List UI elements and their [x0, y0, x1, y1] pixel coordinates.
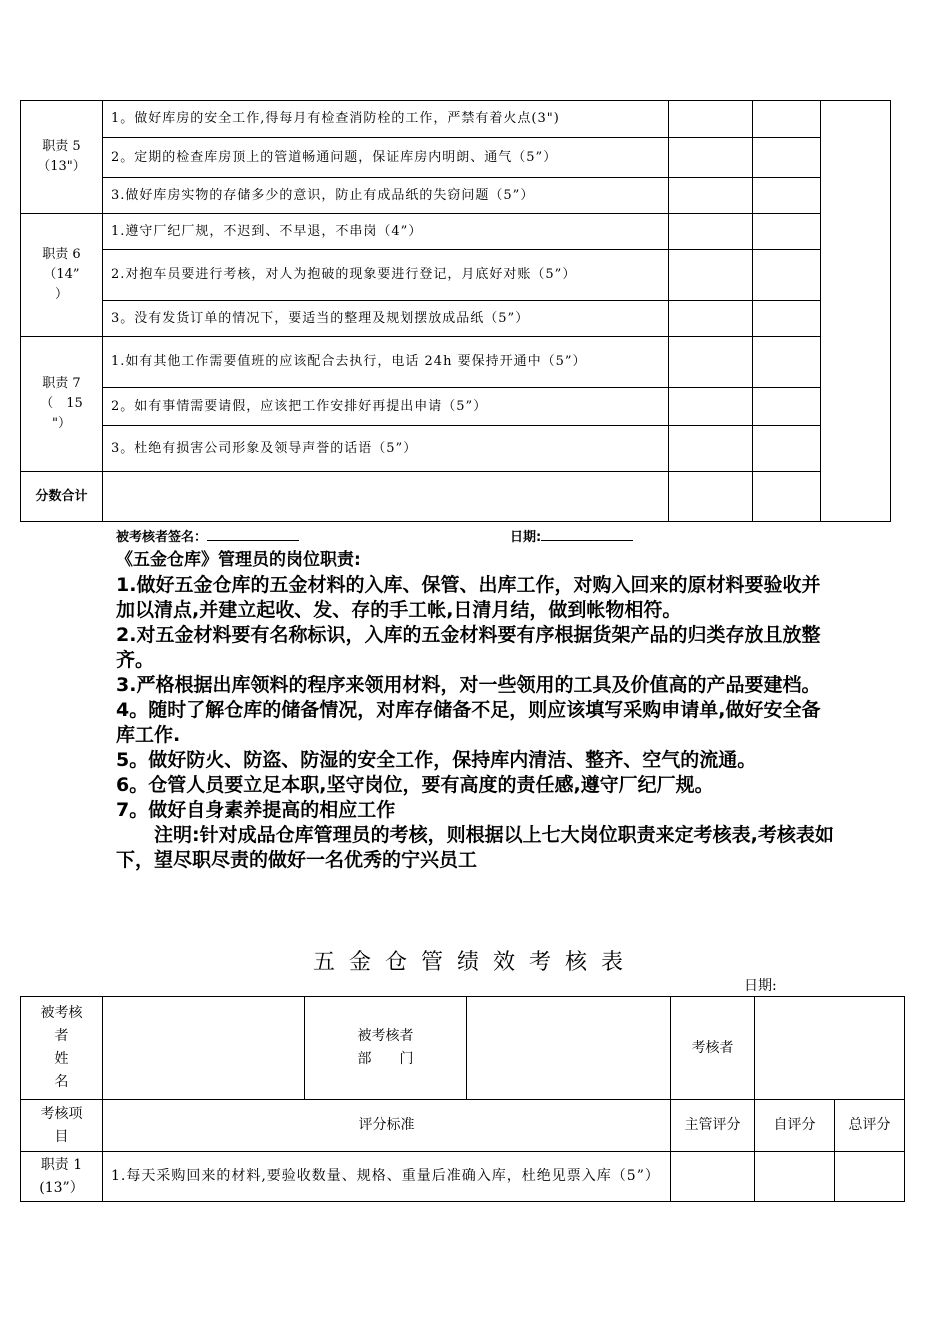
score-cell: [753, 301, 821, 337]
duty-7-item-1: 1.如有其他工作需要值班的应该配合去执行，电话 24h 要保持开通中（5”）: [103, 337, 669, 388]
table-row: [21, 1100, 905, 1152]
duty-item: 3.严格根据出库领料的程序来领用材料，对一些领用的工具及价值高的产品要建档。: [116, 674, 821, 696]
table-row: [21, 997, 905, 1100]
score-cell[interactable]: [835, 1152, 905, 1202]
duties-note: 注明:针对成品仓库管理员的考核，则根据以上七大岗位职责来定考核表,考核表如下，望尽职尽责的做好一名优秀的宁兴员工: [116, 824, 834, 871]
score-cell: [669, 426, 753, 472]
score-cell: [669, 388, 753, 426]
table-row: [21, 1152, 905, 1202]
score-cell: [669, 337, 753, 388]
score-cell: [669, 250, 753, 301]
assessor-label: 考核者: [671, 997, 755, 1100]
score-cell[interactable]: [755, 1152, 835, 1202]
score-total-label: 分数合计: [21, 472, 103, 522]
score-cell: [669, 101, 753, 138]
duty-7-label: 职责 7 （ 15 "）: [21, 337, 103, 472]
table-row: [21, 301, 891, 337]
score-cell: [753, 250, 821, 301]
assessment-item-header: 考核项 目: [21, 1100, 103, 1152]
assessment-table-continued: [20, 100, 891, 522]
score-total-cell: [103, 472, 669, 522]
assessor-field[interactable]: [755, 997, 905, 1100]
table2-title: 五金仓管绩效考核表: [312, 950, 637, 975]
duty-5-item-3: 3.做好库房实物的存储多少的意识，防止有成品纸的失窃问题（5”）: [103, 178, 669, 214]
examinee-dept-label: 被考核者 部 门: [305, 997, 467, 1100]
duty-5-label: 职责 5 （13"）: [21, 101, 103, 214]
duties-heading: 《五金仓库》管理员的岗位职责:: [116, 550, 361, 570]
duty-item: 7。做好自身素养提高的相应工作: [116, 799, 396, 821]
duty-5-item-2: 2。定期的检查库房顶上的管道畅通问题，保证库房内明朗、通气（5”）: [103, 138, 669, 178]
score-cell: [753, 138, 821, 178]
examinee-name-field[interactable]: [103, 997, 305, 1100]
table-row: [21, 214, 891, 250]
score-cell: [669, 472, 753, 522]
hardware-assessment-table: [20, 996, 905, 1202]
score-cell: [753, 101, 821, 138]
table-row: [21, 250, 891, 301]
duty-6-label: 职责 6 （14” ）: [21, 214, 103, 337]
duty-item: 2.对五金材料要有名称标识，入库的五金材料要有序根据货架产品的归类存放且放整齐。: [116, 624, 821, 671]
signer-signature: 被考核者签名：: [116, 526, 299, 545]
score-cell: [753, 337, 821, 388]
score-cell: [753, 178, 821, 214]
total-score-header: 总评分: [835, 1100, 905, 1152]
duty-item: 1.做好五金仓库的五金材料的入库、保管、出库工作，对购入回来的原材料要验收并加以清点,并建立起收、发、存的手工帐,日清月结，做到帐物相符。: [116, 574, 821, 621]
signature-blank[interactable]: [207, 527, 299, 541]
table2-date-label: 日期:: [744, 978, 777, 994]
score-cell: [669, 138, 753, 178]
examinee-name-label: 被考核 者 姓 名: [21, 997, 103, 1100]
score-cell: [669, 301, 753, 337]
duties-section: [116, 548, 836, 873]
duty-6-item-3: 3。没有发货订单的情况下，要适当的整理及规划摆放成品纸（5”）: [103, 301, 669, 337]
score-column-merged: [821, 101, 891, 522]
duty-item: 6。仓管人员要立足本职,坚守岗位，要有高度的责任感,遵守厂纪厂规。: [116, 774, 714, 796]
table-row: [21, 337, 891, 388]
score-cell: [669, 214, 753, 250]
duty-6-item-2: 2.对抱车员要进行考核，对人为抱破的现象要进行登记，月底好对账（5”）: [103, 250, 669, 301]
self-score-header: 自评分: [755, 1100, 835, 1152]
score-cell: [753, 214, 821, 250]
duty-5-item-1: 1。做好库房的安全工作,得每月有检查消防栓的工作，严禁有着火点(3"): [103, 101, 669, 138]
signature-date: 日期:: [510, 526, 633, 545]
table-row: [21, 388, 891, 426]
duty-1-item-1: 1.每天采购回来的材料,要验收数量、规格、重量后准确入库，杜绝见票入库（5”）: [103, 1152, 671, 1202]
duty-item: 4。随时了解仓库的储备情况，对库存储备不足，则应该填写采购申请单,做好安全备库工作.: [116, 699, 821, 746]
score-cell: [753, 388, 821, 426]
duty-1-label: 职责 1 (13”）: [21, 1152, 103, 1202]
duty-7-item-2: 2。如有事情需要请假，应该把工作安排好再提出申请（5”）: [103, 388, 669, 426]
duty-item: 5。做好防火、防盗、防湿的安全工作，保持库内清洁、整齐、空气的流通。: [116, 749, 757, 771]
criteria-header: 评分标准: [103, 1100, 671, 1152]
duty-7-item-3: 3。杜绝有损害公司形象及领导声誉的话语（5”）: [103, 426, 669, 472]
date-blank[interactable]: [541, 527, 633, 541]
table-row: [21, 472, 891, 522]
score-cell: [753, 426, 821, 472]
table-row: [21, 426, 891, 472]
score-cell: [669, 178, 753, 214]
score-cell: [753, 472, 821, 522]
table-row: [21, 138, 891, 178]
duty-6-item-1: 1.遵守厂纪厂规，不迟到、不早退，不串岗（4”）: [103, 214, 669, 250]
examinee-dept-field[interactable]: [467, 997, 671, 1100]
table-row: [21, 178, 891, 214]
supervisor-score-header: 主管评分: [671, 1100, 755, 1152]
score-cell[interactable]: [671, 1152, 755, 1202]
table-row: [21, 101, 891, 138]
